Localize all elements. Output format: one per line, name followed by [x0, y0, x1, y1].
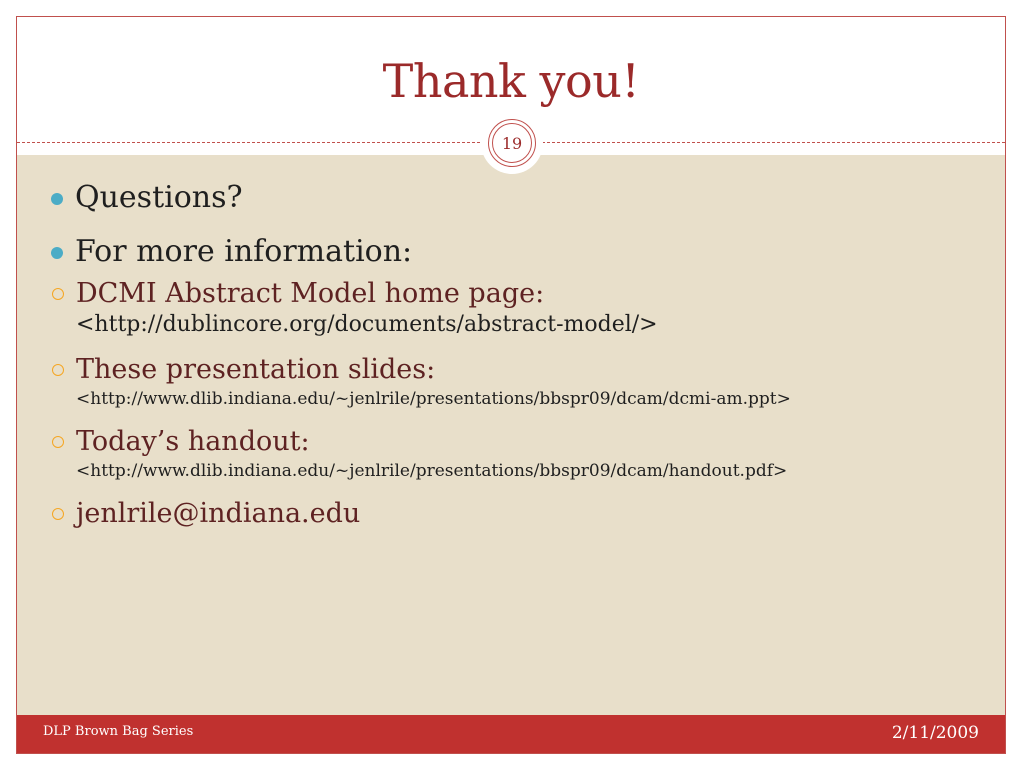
- sub-bullet-email: [47, 497, 1002, 531]
- sub-bullet-handout: [47, 425, 1002, 483]
- hollow-circle-icon: [52, 288, 64, 300]
- abstract-model-link[interactable]: <http://dublincore.org/documents/abstract-model/>: [76, 312, 658, 337]
- slides-link[interactable]: <http://www.dlib.indiana.edu/~jenlrile/presentations/bbspr09/dcam/dcmi-am.ppt>: [76, 389, 791, 409]
- slide: [16, 16, 1006, 754]
- sub-bullet-presentation-slides: [47, 353, 1002, 411]
- sub-bullet-text: These presentation slides:: [76, 354, 436, 385]
- bullet-item-questions: [47, 179, 1002, 217]
- sub-bullet-text: DCMI Abstract Model home page:: [76, 278, 545, 309]
- page-number: 19: [492, 123, 532, 163]
- bullet-text: Questions?: [75, 180, 243, 215]
- sub-bullet-list: [75, 277, 1002, 531]
- footer-series-label: DLP Brown Bag Series: [43, 724, 194, 739]
- hollow-circle-icon: [52, 436, 64, 448]
- bullet-text: For more information:: [75, 234, 413, 269]
- sub-bullet-text: Today’s handout:: [76, 426, 310, 457]
- handout-link[interactable]: <http://www.dlib.indiana.edu/~jenlrile/presentations/bbspr09/dcam/handout.pdf>: [76, 461, 788, 481]
- hollow-circle-icon: [52, 508, 64, 520]
- hollow-circle-icon: [52, 364, 64, 376]
- filled-circle-icon: [51, 247, 63, 259]
- page-number-ring: [488, 119, 536, 167]
- email-link[interactable]: jenlrile@indiana.edu: [76, 498, 361, 529]
- footer-date: 2/11/2009: [891, 723, 979, 743]
- filled-circle-icon: [51, 193, 63, 205]
- sub-bullet-dcmi-abstract-model: [47, 277, 1002, 339]
- bullet-item-more-info: [47, 233, 1002, 531]
- bullet-list: [47, 179, 1002, 547]
- footer-bar: [17, 715, 1005, 753]
- page-number-badge: [481, 112, 543, 174]
- slide-title: Thank you!: [382, 54, 640, 108]
